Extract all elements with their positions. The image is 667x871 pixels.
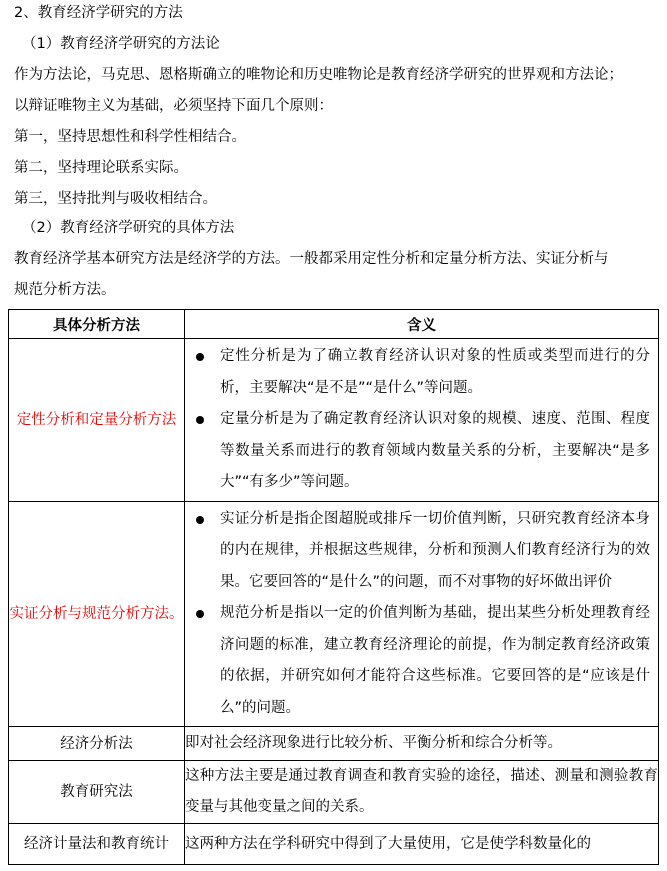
methodology-paragraph-line-2: 以辩证唯物主义为基础，必须坚持下面几个原则： — [14, 98, 333, 114]
bullet-text: 实证分析是指企图超脱或排斥一切价值判断，只研究教育经济本身的内在规律，并根据这些规律，分析和预测人们教育经济行为的效果。它要回答的“是什么”的问题，而不对事物的好坏做出评价 — [220, 510, 650, 590]
subsection-title-methodology: （1）教育经济学研究的方法论 — [22, 36, 220, 52]
specific-methods-paragraph-line-2: 规范分析方法。 — [14, 282, 116, 298]
table-row — [9, 339, 659, 502]
method-economic-analysis: 经济分析法 — [9, 727, 185, 761]
method-education-research: 教育研究法 — [9, 761, 185, 824]
table-row — [9, 824, 659, 865]
bullet-dot-icon — [196, 353, 204, 361]
table-row — [9, 501, 659, 727]
table-header-row — [9, 310, 659, 339]
list-item — [193, 598, 650, 724]
specific-methods-paragraph-line-1: 教育经济学基本研究方法是经济学的方法。一般都采用定性分析和定量分析方法、实证分析与 — [14, 251, 609, 267]
list-item — [193, 504, 650, 599]
section-heading: 2、教育经济学研究的方法 — [14, 5, 183, 21]
subsection-title-specific-methods: （2）教育经济学研究的具体方法 — [22, 220, 235, 236]
list-item — [193, 341, 650, 404]
meaning-cell — [185, 339, 659, 502]
bullet-dot-icon — [196, 516, 204, 524]
list-item — [193, 404, 650, 499]
meaning-cell: 这两种方法在学科研究中得到了大量使用，它是使学科数量化的 — [185, 824, 659, 865]
methods-table — [8, 309, 659, 865]
principle-2: 第二，坚持理论联系实际。 — [14, 160, 188, 176]
meaning-bullet-list — [185, 502, 658, 727]
methodology-paragraph-line-1: 作为方法论，马克思、恩格斯确立的唯物论和历史唯物论是教育经济学研究的世界观和方法论； — [14, 67, 623, 83]
header-method: 具体分析方法 — [9, 310, 185, 339]
principle-1: 第一，坚持思想性和科学性相结合。 — [14, 129, 246, 145]
meaning-bullet-list — [185, 339, 658, 501]
bullet-text: 定性分析是为了确立教育经济认识对象的性质或类型而进行的分析，主要解决“是不是”“是什么”等问题。 — [220, 348, 650, 396]
bullet-dot-icon — [196, 416, 204, 424]
method-positive-normative: 实证分析与规范分析方法。 — [9, 501, 185, 727]
meaning-cell: 即对社会经济现象进行比较分析、平衡分析和综合分析等。 — [185, 727, 659, 761]
meaning-cell: 这种方法主要是通过教育调查和教育实验的途径，描述、测量和测验教育变量与其他变量之间的关系。 — [185, 761, 659, 824]
bullet-dot-icon — [196, 610, 204, 618]
bullet-text: 规范分析是指以一定的价值判断为基础，提出某些分析处理教育经济问题的标准，建立教育经济理论的前提，作为制定教育经济政策的依据，并研究如何才能符合这些标准。它要回答的是“应该是什么”的问题。 — [220, 605, 650, 716]
header-meaning: 含义 — [185, 310, 659, 339]
bullet-text: 定量分析是为了确定教育经济认识对象的规模、速度、范围、程度等数量关系而进行的教育领域内数量关系的分析，主要解决“是多大”“有多少”等问题。 — [220, 411, 650, 490]
method-econometrics-statistics: 经济计量法和教育统计 — [9, 824, 185, 865]
method-qualitative-quantitative: 定性分析和定量分析方法 — [9, 339, 185, 502]
principle-3: 第三，坚持批判与吸收相结合。 — [14, 191, 217, 207]
table-row — [9, 761, 659, 824]
table-row — [9, 727, 659, 761]
meaning-cell — [185, 501, 659, 727]
